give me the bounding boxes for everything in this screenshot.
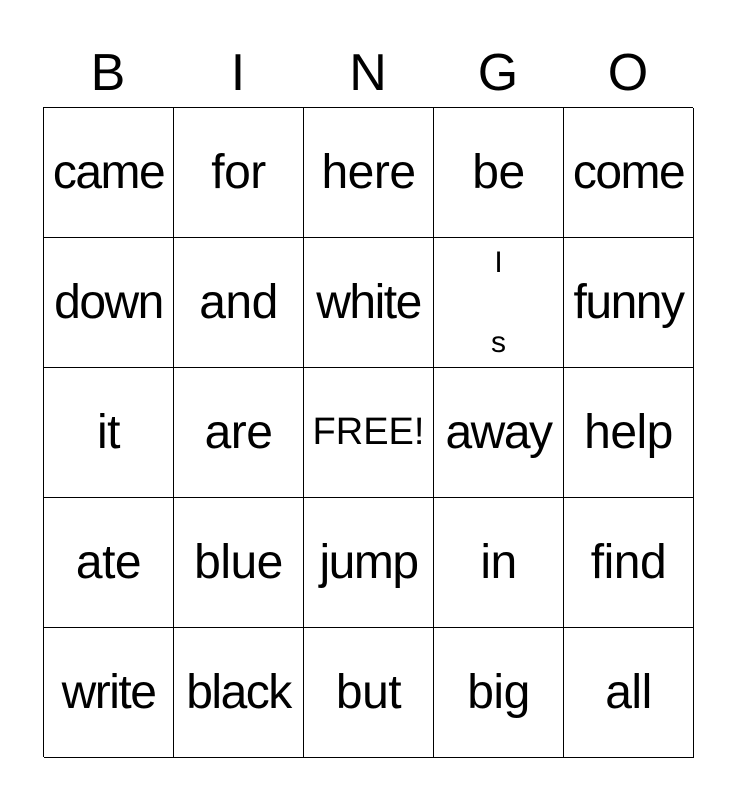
bingo-cell[interactable] bbox=[174, 238, 304, 368]
header-letter-n: N bbox=[349, 44, 387, 102]
bingo-cell[interactable] bbox=[304, 628, 434, 758]
cell-word: down bbox=[54, 276, 163, 329]
cell-word: came bbox=[52, 146, 165, 199]
bingo-cell[interactable] bbox=[564, 498, 694, 628]
bingo-cell[interactable] bbox=[174, 628, 304, 758]
cell-word: here bbox=[321, 146, 416, 199]
stacked-word bbox=[491, 245, 506, 359]
bingo-cell[interactable] bbox=[304, 238, 434, 368]
free-space-cell[interactable] bbox=[304, 368, 434, 498]
bingo-cell[interactable] bbox=[304, 108, 434, 238]
cell-word: all bbox=[605, 666, 652, 719]
bingo-cell[interactable] bbox=[174, 368, 304, 498]
bingo-cell[interactable] bbox=[44, 498, 174, 628]
stacked-word-bottom: s bbox=[491, 325, 506, 359]
cell-word: funny bbox=[573, 276, 684, 329]
bingo-cell[interactable] bbox=[174, 498, 304, 628]
cell-word: big bbox=[467, 666, 530, 719]
header-letter-i: I bbox=[230, 44, 246, 102]
cell-word: but bbox=[335, 666, 402, 719]
bingo-header bbox=[43, 40, 693, 106]
header-letter-g: G bbox=[477, 44, 519, 102]
cell-word: in bbox=[480, 536, 517, 589]
stacked-word-top: I bbox=[494, 245, 503, 279]
cell-word: come bbox=[572, 146, 685, 199]
bingo-cell[interactable] bbox=[434, 498, 564, 628]
cell-word: be bbox=[472, 146, 525, 199]
bingo-cell[interactable] bbox=[44, 238, 174, 368]
bingo-cell[interactable] bbox=[44, 628, 174, 758]
bingo-cell[interactable] bbox=[174, 108, 304, 238]
cell-word: help bbox=[584, 406, 673, 459]
header-letter-o: O bbox=[607, 44, 649, 102]
cell-word: jump bbox=[319, 536, 418, 589]
header-letter-b: B bbox=[90, 44, 126, 102]
bingo-cell[interactable] bbox=[44, 368, 174, 498]
cell-word: black bbox=[186, 666, 291, 719]
bingo-cell[interactable] bbox=[44, 108, 174, 238]
cell-word: for bbox=[211, 146, 266, 199]
cell-word: blue bbox=[194, 536, 283, 589]
bingo-board bbox=[43, 107, 693, 757]
bingo-cell[interactable] bbox=[434, 628, 564, 758]
bingo-cell[interactable] bbox=[434, 368, 564, 498]
bingo-cell[interactable] bbox=[304, 498, 434, 628]
cell-word: away bbox=[445, 406, 552, 459]
bingo-cell[interactable] bbox=[564, 238, 694, 368]
bingo-cell[interactable] bbox=[434, 108, 564, 238]
cell-word: ate bbox=[75, 536, 142, 589]
bingo-cell[interactable] bbox=[564, 368, 694, 498]
bingo-cell[interactable] bbox=[564, 628, 694, 758]
cell-word: white bbox=[316, 276, 421, 329]
bingo-cell[interactable] bbox=[564, 108, 694, 238]
cell-word: it bbox=[97, 406, 120, 459]
cell-word: find bbox=[590, 536, 667, 589]
cell-word: are bbox=[204, 406, 273, 459]
free-space-label: FREE! bbox=[312, 411, 425, 453]
bingo-cell[interactable] bbox=[434, 238, 564, 368]
cell-word: write bbox=[61, 666, 156, 719]
cell-word: and bbox=[199, 276, 278, 329]
